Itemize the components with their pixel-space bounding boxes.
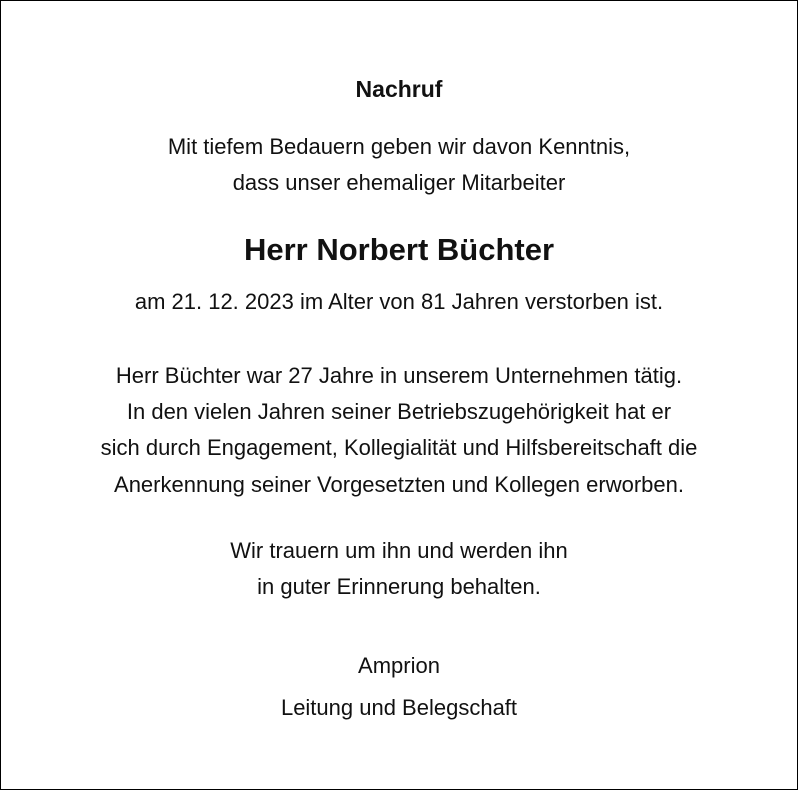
intro-line-2: dass unser ehemaliger Mitarbeiter	[232, 170, 566, 195]
intro-line-1: Mit tiefem Bedauern geben wir davon Kenntnis,	[167, 134, 631, 159]
tribute-line-1: Herr Büchter war 27 Jahre in unserem Unternehmen tätig.	[115, 363, 683, 388]
notice-heading: Nachruf	[355, 76, 443, 102]
deceased-name: Herr Norbert Büchter	[243, 232, 555, 267]
signature-line: Leitung und Belegschaft	[280, 695, 518, 720]
mourning-line-1: Wir trauern um ihn und werden ihn	[230, 538, 568, 563]
mourning-line-2: in guter Erinnerung behalten.	[257, 574, 541, 599]
company-name: Amprion	[358, 653, 440, 678]
death-date-line: am 21. 12. 2023 im Alter von 81 Jahren verstorben ist.	[134, 289, 664, 314]
tribute-line-3: sich durch Engagement, Kollegialität und Hilfsbereitschaft die	[100, 435, 698, 460]
tribute-line-2: In den vielen Jahren seiner Betriebszugehörigkeit hat er	[126, 399, 672, 424]
tribute-line-4: Anerkennung seiner Vorgesetzten und Kollegen erworben.	[114, 472, 684, 497]
